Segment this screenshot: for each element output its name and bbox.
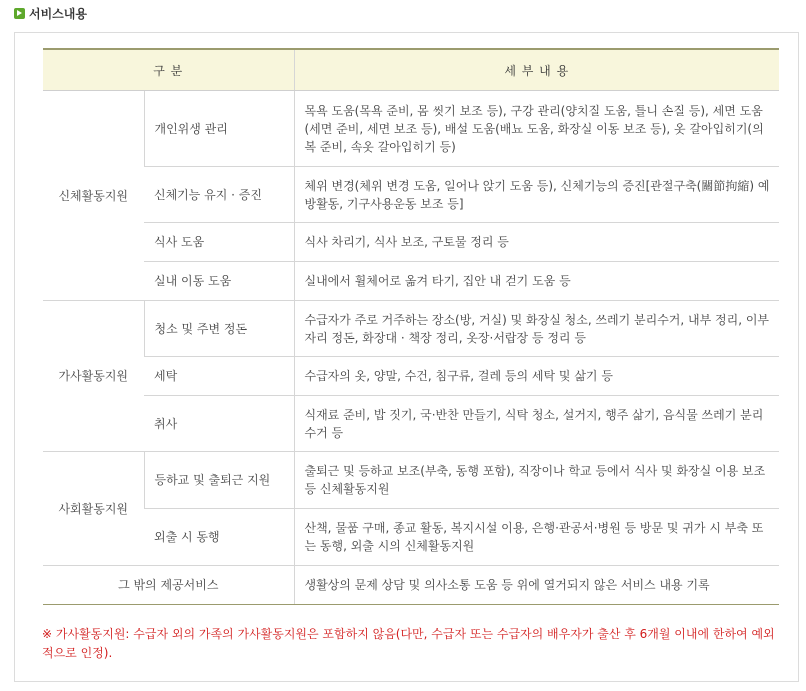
row-item: 식사 도움 xyxy=(144,223,294,262)
row-detail: 식재료 준비, 밥 짓기, 국·반찬 만들기, 식탁 청소, 설거지, 행주 삶기, 음식물 쓰레기 분리수거 등 xyxy=(294,396,779,452)
row-item: 등하교 및 출퇴근 지원 xyxy=(144,452,294,509)
header-detail: 세 부 내 용 xyxy=(294,49,779,91)
row-detail: 출퇴근 및 등하교 보조(부축, 동행 포함), 직장이나 학교 등에서 식사 및 화장실 이용 보조 등 신체활동지원 xyxy=(294,452,779,509)
row-item: 신체기능 유지 · 증진 xyxy=(144,167,294,223)
row-item: 취사 xyxy=(144,396,294,452)
row-item: 실내 이동 도움 xyxy=(144,262,294,301)
row-detail: 수급자의 옷, 양말, 수건, 침구류, 걸레 등의 세탁 및 삶기 등 xyxy=(294,357,779,396)
other-services-label: 그 밖의 제공서비스 xyxy=(43,566,294,605)
row-item: 세탁 xyxy=(144,357,294,396)
group-social: 사회활동지원 xyxy=(43,452,144,566)
row-detail: 수급자가 주로 거주하는 장소(방, 거실) 및 화장실 청소, 쓰레기 분리수거, 내부 정리, 이부자리 정돈, 화장대 · 책장 정리, 옷장·서랍장 등 정리 등 xyxy=(294,301,779,357)
section-title xyxy=(14,5,87,22)
row-detail: 목욕 도움(목욕 준비, 몸 씻기 보조 등), 구강 관리(양치질 도움, 틀니 손질 등), 세면 도움(세면 준비, 세면 보조 등), 배설 도움(배뇨 도움, 화장실 이동 보조 등), 옷 갈아입히기(의복 준비, 속옷 갈아입히기 등) xyxy=(294,91,779,167)
row-item: 청소 및 주변 정돈 xyxy=(144,301,294,357)
group-housework: 가사활동지원 xyxy=(43,301,144,452)
row-item: 외출 시 동행 xyxy=(144,509,294,566)
row-detail: 체위 변경(체위 변경 도움, 일어나 앉기 도움 등), 신체기능의 증진[관절구축(關節拘縮) 예방활동, 기구사용운동 보조 등] xyxy=(294,167,779,223)
row-detail: 실내에서 휠체어로 옮겨 타기, 집안 내 걷기 도움 등 xyxy=(294,262,779,301)
other-services-detail: 생활상의 문제 상담 및 의사소통 도움 등 위에 열거되지 않은 서비스 내용 기록 xyxy=(294,566,779,605)
header-category: 구 분 xyxy=(43,49,294,91)
group-physical: 신체활동지원 xyxy=(43,91,144,301)
footnote: ※ 가사활동지원: 수급자 외의 가족의 가사활동지원은 포함하지 않음(다만, 수급자 또는 수급자의 배우자가 출산 후 6개월 이내에 한하여 예외적으로 인정). xyxy=(42,627,775,660)
arrow-bullet-icon xyxy=(14,8,25,19)
service-table xyxy=(43,48,779,605)
section-title-text: 서비스내용 xyxy=(29,7,87,21)
row-detail: 식사 차리기, 식사 보조, 구토물 정리 등 xyxy=(294,223,779,262)
row-detail: 산책, 물품 구매, 종교 활동, 복지시설 이용, 은행·관공서·병원 등 방문 및 귀가 시 부축 또는 동행, 외출 시의 신체활동지원 xyxy=(294,509,779,566)
row-item: 개인위생 관리 xyxy=(144,91,294,167)
